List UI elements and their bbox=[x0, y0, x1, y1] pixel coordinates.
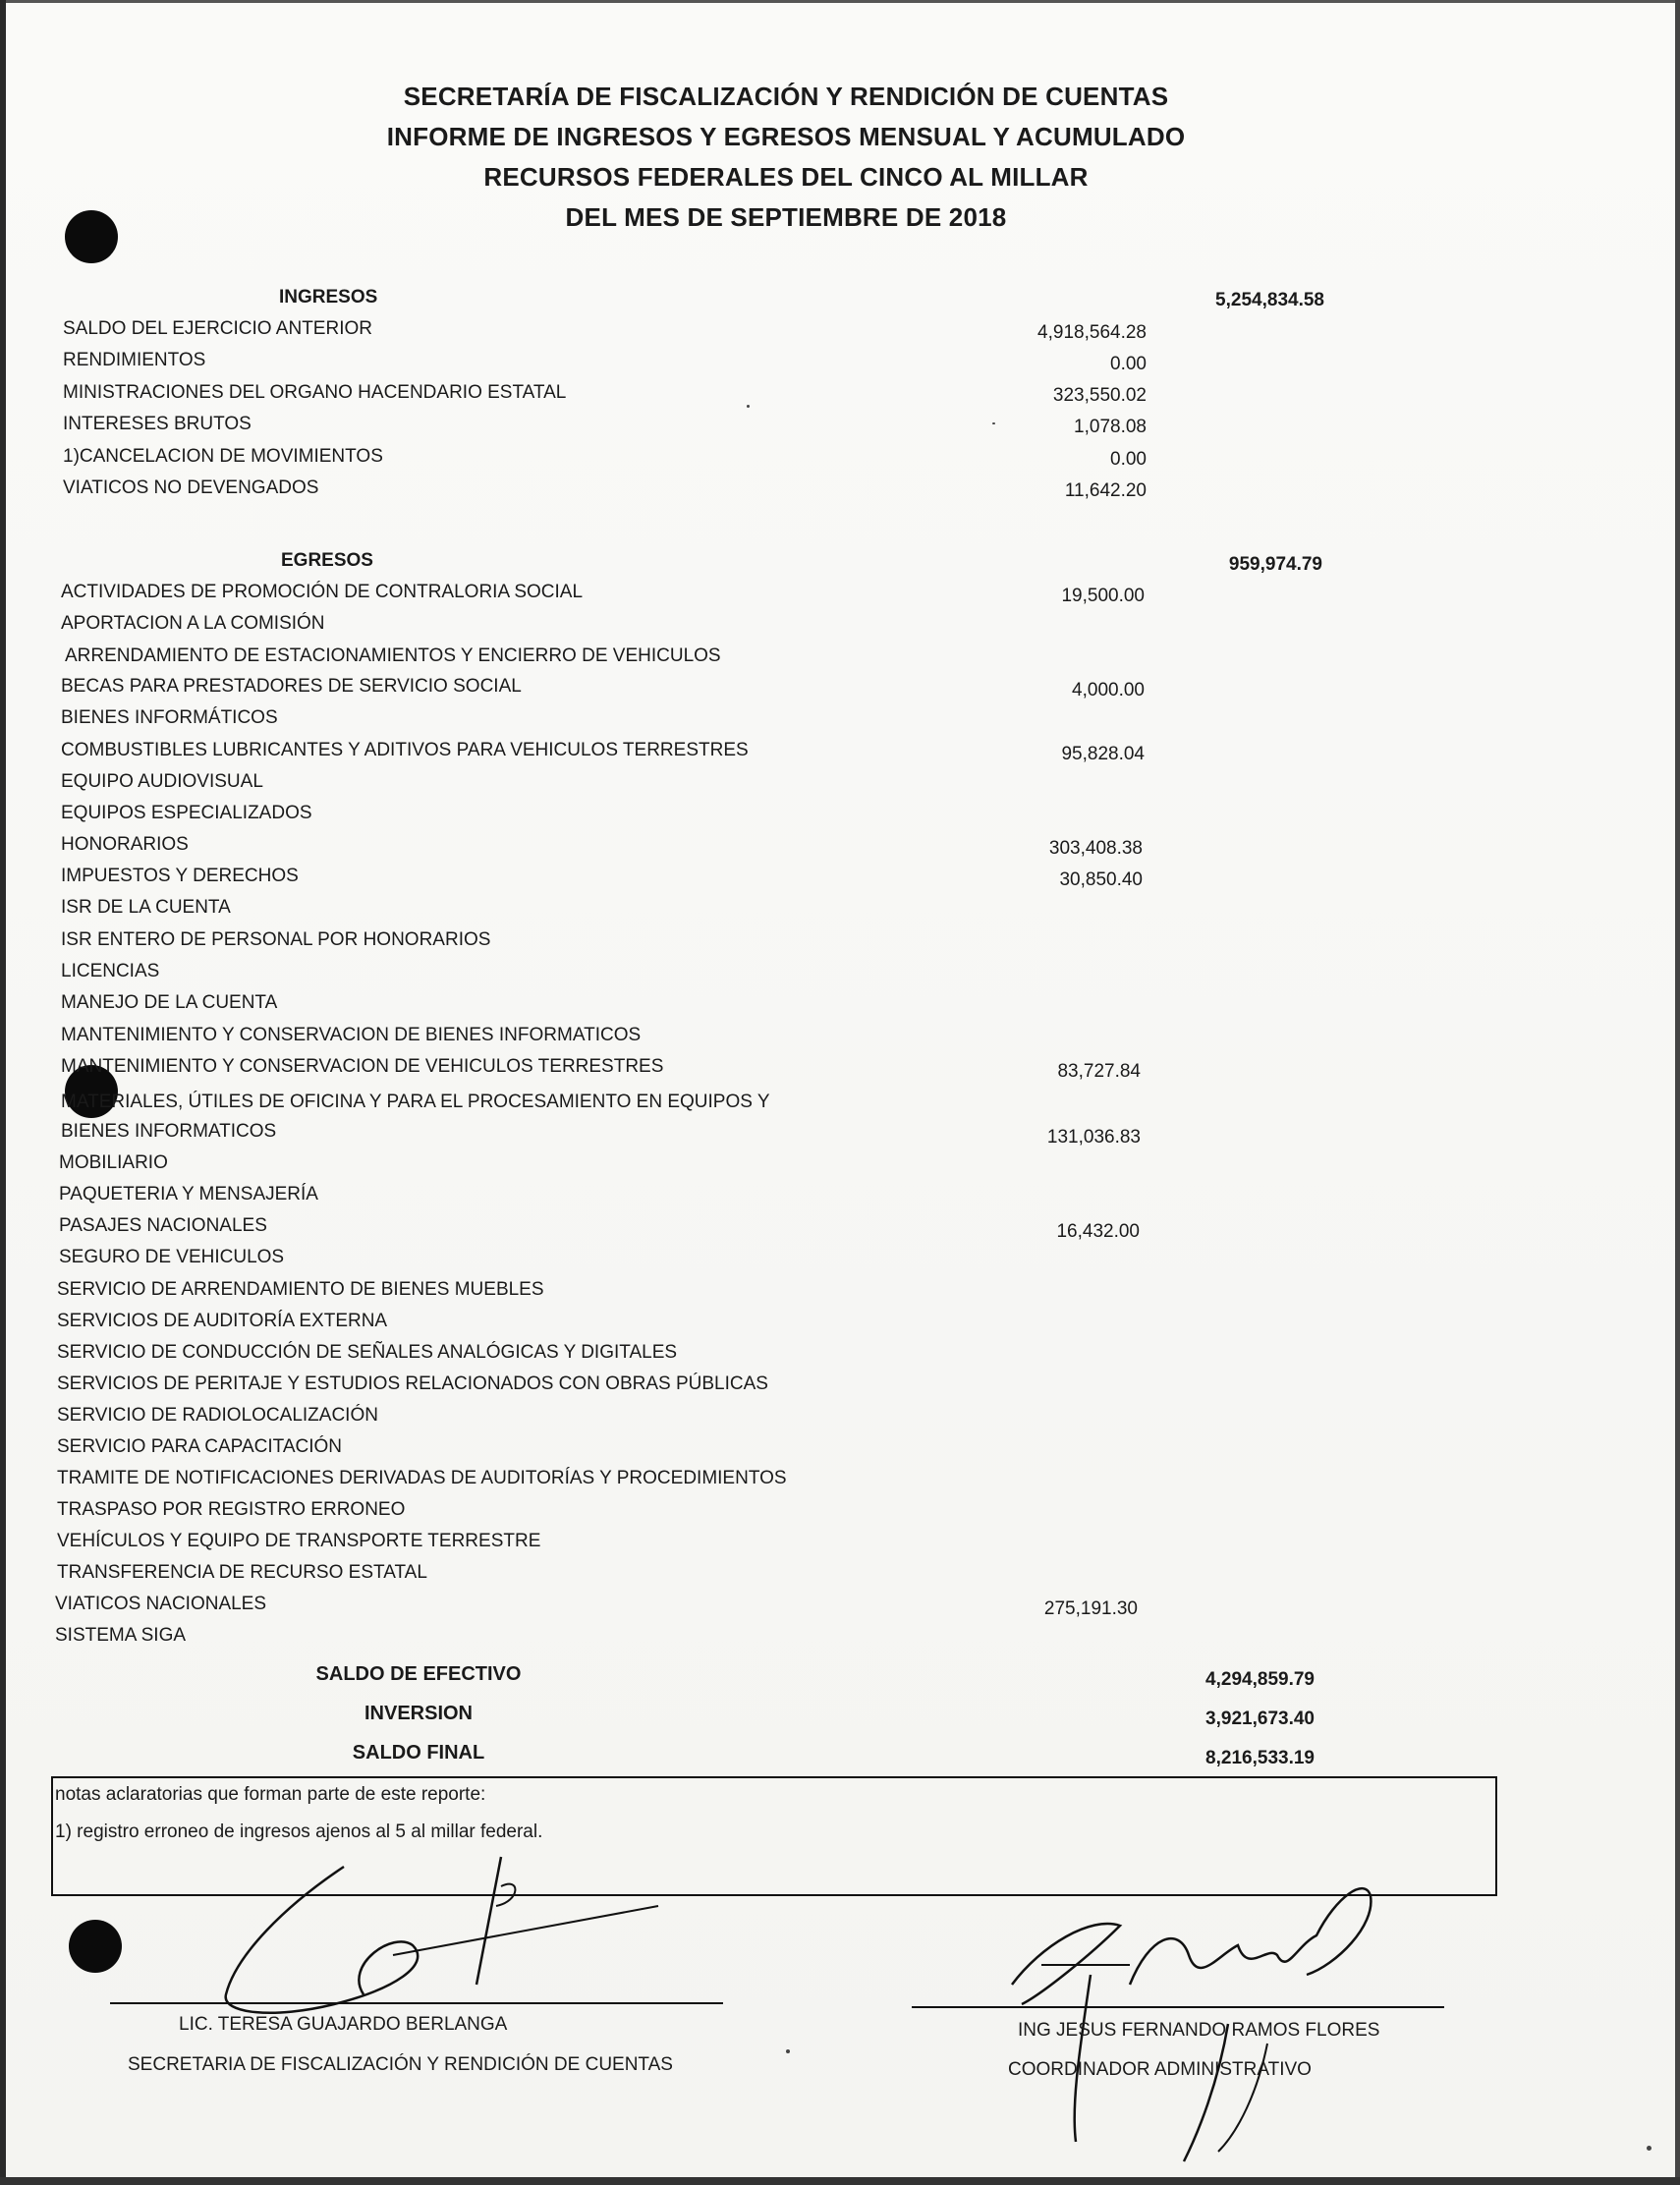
scan-edge bbox=[0, 2177, 1680, 2185]
egresos-row-label: MANEJO DE LA CUENTA bbox=[61, 992, 278, 1013]
egresos-row-amount: 30,850.40 bbox=[1059, 869, 1143, 890]
ingresos-title: INGRESOS bbox=[279, 287, 378, 308]
egresos-row-label: PASAJES NACIONALES bbox=[59, 1215, 267, 1236]
ingresos-row-label: VIATICOS NO DEVENGADOS bbox=[63, 477, 319, 498]
egresos-row-amount: 95,828.04 bbox=[1061, 744, 1145, 764]
ingresos-row-label: 1)CANCELACION DE MOVIMIENTOS bbox=[63, 446, 383, 467]
egresos-row-label: SISTEMA SIGA bbox=[55, 1625, 187, 1646]
egresos-row-label: TRANSFERENCIA DE RECURSO ESTATAL bbox=[57, 1562, 427, 1583]
right-signature bbox=[982, 1867, 1395, 2171]
egresos-row-label: VIATICOS NACIONALES bbox=[55, 1594, 267, 1614]
egresos-row-label: ARRENDAMIENTO DE ESTACIONAMIENTOS Y ENCIERRO DE VEHICULOS bbox=[65, 645, 721, 666]
ingresos-row-amount: 4,918,564.28 bbox=[1037, 322, 1147, 343]
scan-edge bbox=[1675, 0, 1680, 2185]
egresos-row-amount: 131,036.83 bbox=[1046, 1127, 1141, 1148]
egresos-row-label: BIENES INFORMATICOS bbox=[61, 1121, 277, 1142]
notes-item: 1) registro erroneo de ingresos ajenos al 5 al millar federal. bbox=[55, 1821, 543, 1842]
ingresos-row-amount: 1,078.08 bbox=[1074, 417, 1147, 437]
left-signer-title: SECRETARIA DE FISCALIZACIÓN Y RENDICIÓN DE CUENTAS bbox=[128, 2054, 673, 2075]
egresos-row-label: MANTENIMIENTO Y CONSERVACION DE BIENES INFORMATICOS bbox=[61, 1025, 642, 1045]
ingresos-row-amount: 0.00 bbox=[1110, 449, 1147, 470]
egresos-row-label: PAQUETERIA Y MENSAJERÍA bbox=[59, 1184, 318, 1205]
egresos-row-label: ACTIVIDADES DE PROMOCIÓN DE CONTRALORIA SOCIAL bbox=[61, 582, 584, 602]
scan-speck bbox=[992, 422, 995, 424]
inversion-value: 3,921,673.40 bbox=[1205, 1709, 1315, 1729]
ingresos-row-amount: 11,642.20 bbox=[1064, 480, 1147, 501]
egresos-row-amount: 16,432.00 bbox=[1056, 1221, 1140, 1242]
notes-heading: notas aclaratorias que forman parte de este reporte: bbox=[55, 1784, 486, 1805]
egresos-row-amount: 83,727.84 bbox=[1057, 1061, 1141, 1082]
egresos-row-amount: 275,191.30 bbox=[1043, 1598, 1138, 1619]
egresos-row-label: EQUIPOS ESPECIALIZADOS bbox=[61, 803, 312, 823]
egresos-row-label: VEHÍCULOS Y EQUIPO DE TRANSPORTE TERRESTRE bbox=[57, 1531, 541, 1551]
egresos-row-label: APORTACION A LA COMISIÓN bbox=[61, 613, 325, 634]
egresos-row-label: BIENES INFORMÁTICOS bbox=[61, 707, 278, 728]
egresos-row-label: TRAMITE DE NOTIFICACIONES DERIVADAS DE AUDITORÍAS Y PROCEDIMIENTOS bbox=[57, 1468, 787, 1488]
egresos-row-amount: 303,408.38 bbox=[1048, 838, 1143, 859]
saldo-final-value: 8,216,533.19 bbox=[1205, 1748, 1315, 1768]
left-signer-name: LIC. TERESA GUAJARDO BERLANGA bbox=[179, 2014, 508, 2035]
egresos-row-label: TRASPASO POR REGISTRO ERRONEO bbox=[57, 1499, 406, 1520]
egresos-row-label: LICENCIAS bbox=[61, 961, 160, 981]
egresos-row-label: IMPUESTOS Y DERECHOS bbox=[61, 866, 299, 886]
egresos-row-label: SERVICIOS DE AUDITORÍA EXTERNA bbox=[57, 1311, 388, 1331]
ingresos-row-label: INTERESES BRUTOS bbox=[63, 414, 252, 434]
egresos-row-label: COMBUSTIBLES LUBRICANTES Y ADITIVOS PARA VEHICULOS TERRESTRES bbox=[61, 740, 749, 760]
header-line-1: SECRETARÍA DE FISCALIZACIÓN Y RENDICIÓN DE CUENTAS bbox=[403, 82, 1169, 111]
ingresos-total: 5,254,834.58 bbox=[1215, 290, 1324, 310]
egresos-row-label: HONORARIOS bbox=[61, 834, 189, 855]
egresos-row-label: SERVICIO DE ARRENDAMIENTO DE BIENES MUEBLES bbox=[57, 1279, 544, 1300]
egresos-row-label: SERVICIO DE CONDUCCIÓN DE SEÑALES ANALÓGICAS Y DIGITALES bbox=[57, 1342, 678, 1363]
saldo-efectivo-label: SALDO DE EFECTIVO bbox=[315, 1663, 522, 1685]
egresos-row-label: MATERIALES, ÚTILES DE OFICINA Y PARA EL PROCESAMIENTO EN EQUIPOS Y bbox=[61, 1092, 770, 1112]
report-header bbox=[0, 77, 1572, 238]
right-signer-name: ING JESUS FERNANDO RAMOS FLORES bbox=[1018, 2020, 1380, 2041]
egresos-row-label: ISR ENTERO DE PERSONAL POR HONORARIOS bbox=[61, 929, 491, 950]
egresos-title: EGRESOS bbox=[281, 550, 373, 571]
egresos-row-label: BECAS PARA PRESTADORES DE SERVICIO SOCIAL bbox=[61, 676, 522, 697]
scan-speck bbox=[1647, 2146, 1652, 2151]
egresos-row-label: SEGURO DE VEHICULOS bbox=[59, 1247, 285, 1267]
saldo-efectivo-value: 4,294,859.79 bbox=[1205, 1669, 1315, 1690]
right-signature-line bbox=[912, 2006, 1444, 2008]
left-signature bbox=[196, 1847, 688, 2024]
ingresos-row-label: MINISTRACIONES DEL ORGANO HACENDARIO ESTATAL bbox=[63, 382, 567, 403]
egresos-row-label: SERVICIO PARA CAPACITACIÓN bbox=[57, 1436, 342, 1457]
left-signature-line bbox=[110, 2002, 723, 2004]
inversion-label: INVERSION bbox=[364, 1703, 474, 1724]
scan-speck bbox=[747, 405, 750, 408]
ingresos-row-amount: 323,550.02 bbox=[1052, 385, 1147, 406]
right-signer-title: COORDINADOR ADMINISTRATIVO bbox=[1008, 2059, 1312, 2080]
punch-hole bbox=[69, 1920, 122, 1973]
ingresos-row-label: RENDIMIENTOS bbox=[63, 350, 206, 370]
saldo-final-label: SALDO FINAL bbox=[352, 1742, 485, 1764]
egresos-total: 959,974.79 bbox=[1228, 554, 1322, 575]
header-line-2: INFORME DE INGRESOS Y EGRESOS MENSUAL Y ACUMULADO bbox=[386, 122, 1186, 151]
header-line-3: RECURSOS FEDERALES DEL CINCO AL MILLAR bbox=[483, 162, 1089, 192]
egresos-row-label: MANTENIMIENTO Y CONSERVACION DE VEHICULOS TERRESTRES bbox=[61, 1056, 664, 1077]
header-line-4: DEL MES DE SEPTIEMBRE DE 2018 bbox=[565, 202, 1007, 232]
egresos-row-label: SERVICIO DE RADIOLOCALIZACIÓN bbox=[57, 1405, 378, 1426]
scan-speck bbox=[786, 2049, 790, 2053]
ingresos-row-label: SALDO DEL EJERCICIO ANTERIOR bbox=[63, 318, 372, 339]
egresos-row-label: ISR DE LA CUENTA bbox=[61, 897, 231, 918]
scan-edge bbox=[0, 0, 6, 2185]
ingresos-row-amount: 0.00 bbox=[1110, 354, 1147, 374]
egresos-row-label: MOBILIARIO bbox=[59, 1152, 168, 1173]
scan-edge bbox=[0, 0, 1680, 3]
egresos-row-amount: 19,500.00 bbox=[1061, 586, 1145, 606]
egresos-row-label: EQUIPO AUDIOVISUAL bbox=[61, 771, 263, 792]
egresos-row-amount: 4,000.00 bbox=[1072, 680, 1145, 700]
egresos-row-label: SERVICIOS DE PERITAJE Y ESTUDIOS RELACIONADOS CON OBRAS PÚBLICAS bbox=[57, 1373, 768, 1394]
